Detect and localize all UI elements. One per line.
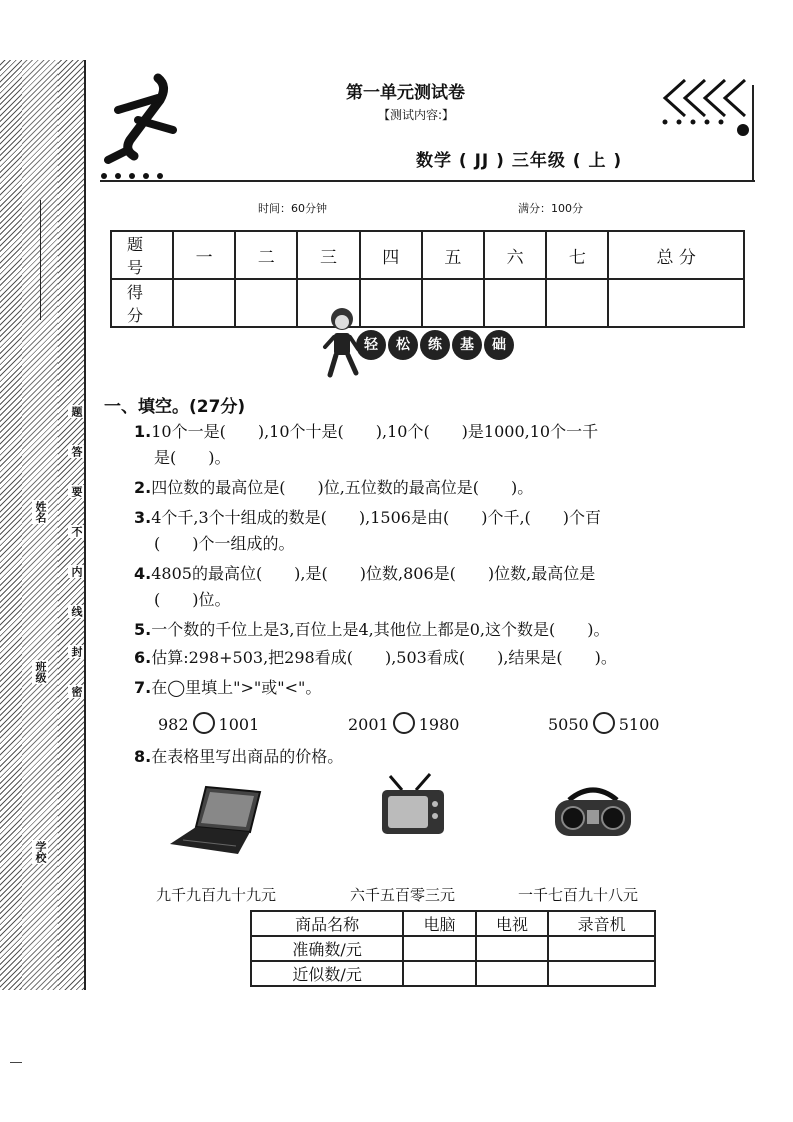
compare-right: 1980 (418, 715, 460, 734)
table-cell: 四 (360, 231, 422, 279)
section-title: 一、填空。(27分) (104, 397, 246, 417)
question-6 (134, 647, 617, 669)
question-text: 在表格里写出商品的价格。 (151, 747, 344, 766)
row-header: 得 分 (111, 279, 173, 327)
price-tv: 六千五百零三元 (350, 886, 456, 904)
header-divider (100, 180, 755, 182)
goods-price-table (250, 910, 656, 987)
binding-char: 答 (70, 446, 83, 457)
banner-char: 基 (452, 330, 482, 360)
compare-left: 5050 (548, 715, 589, 734)
subject-title: 数学 ( JJ ) 三年级 ( 上 ) (416, 151, 623, 171)
radio-recorder-icon (553, 784, 633, 839)
laptop-icon (168, 782, 263, 857)
score-input[interactable] (422, 279, 484, 327)
page-mark (10, 1062, 22, 1063)
question-text: 10个一是( ),10个十是( ),10个( )是1000,10个一千 (151, 422, 599, 441)
question-8 (134, 746, 343, 768)
table-header: 电视 (476, 911, 549, 936)
binding-strip (0, 60, 86, 990)
table-row (251, 911, 655, 936)
score-input[interactable] (360, 279, 422, 327)
test-content-label: 【测试内容:】 (378, 108, 455, 122)
banner-char: 练 (420, 330, 450, 360)
score-input[interactable] (235, 279, 297, 327)
banner-char: 轻 (356, 330, 386, 360)
compare-right: 5100 (618, 715, 660, 734)
question-text: 4个千,3个十组成的数是( ),1506是由( )个千,( )个百 (151, 508, 602, 527)
answer-cell[interactable] (403, 961, 476, 986)
question-text: 一个数的千位上是3,百位上是4,其他位上都是0,这个数是( )。 (151, 620, 610, 639)
table-cell: 五 (422, 231, 484, 279)
score-input[interactable] (608, 279, 744, 327)
arrows-decoration-icon (655, 72, 755, 142)
table-row (251, 961, 655, 986)
binding-char: 内 (70, 566, 83, 577)
banner-char: 松 (388, 330, 418, 360)
compare-circle-input[interactable] (393, 712, 415, 734)
price-computer: 九千九百九十九元 (156, 886, 277, 904)
table-row (111, 279, 744, 327)
compare-left: 982 (158, 715, 189, 734)
score-input[interactable] (546, 279, 608, 327)
table-row (251, 936, 655, 961)
name-line (40, 200, 41, 320)
row-header: 准确数/元 (251, 936, 403, 961)
question-number: 3. (134, 508, 152, 527)
table-cell: 总 分 (608, 231, 744, 279)
price-recorder: 一千七百九十八元 (518, 886, 639, 904)
table-cell: 一 (173, 231, 235, 279)
question-1 (134, 421, 598, 443)
question-text: 4805的最高位( ),是( )位数,806是( )位数,最高位是 (151, 564, 596, 583)
compare-left: 2001 (348, 715, 389, 734)
compare-item-3 (548, 712, 659, 734)
question-number: 5. (134, 620, 152, 639)
question-number: 1. (134, 422, 152, 441)
compare-circle-input[interactable] (193, 712, 215, 734)
runner-logo-icon (98, 70, 188, 170)
binding-char: 密 (70, 686, 83, 697)
question-4 (134, 563, 595, 585)
table-header: 电脑 (403, 911, 476, 936)
question-number: 6. (134, 648, 152, 667)
banner-char: 础 (484, 330, 514, 360)
binding-char: 不 (70, 526, 83, 537)
compare-item-1 (158, 712, 259, 734)
score-input[interactable] (484, 279, 546, 327)
row-header: 题 号 (111, 231, 173, 279)
question-5 (134, 619, 610, 641)
table-cell: 二 (235, 231, 297, 279)
table-header: 录音机 (548, 911, 655, 936)
television-icon (378, 772, 448, 842)
question-number: 7. (134, 678, 152, 697)
question-4-cont: ( )位。 (154, 590, 231, 609)
binding-char: 要 (70, 486, 83, 497)
table-header: 商品名称 (251, 911, 403, 936)
answer-cell[interactable] (548, 936, 655, 961)
time-info: 时间：60分钟 (258, 202, 327, 215)
answer-cell[interactable] (476, 936, 549, 961)
question-text: 估算:298+503,把298看成( ),503看成( ),结果是( )。 (151, 648, 617, 667)
compare-item-2 (348, 712, 459, 734)
question-text: 四位数的最高位是( )位,五位数的最高位是( )。 (151, 478, 534, 497)
binding-char: 封 (70, 646, 83, 657)
question-number: 2. (134, 478, 152, 497)
table-row (111, 231, 744, 279)
table-cell: 三 (297, 231, 359, 279)
score-info: 满分：100分 (518, 202, 583, 215)
answer-cell[interactable] (548, 961, 655, 986)
binding-char: 线 (70, 606, 83, 617)
question-number: 4. (134, 564, 152, 583)
compare-right: 1001 (218, 715, 260, 734)
name-label: 姓名 (34, 501, 47, 523)
school-label: 学校 (34, 841, 47, 863)
question-1-cont: 是( )。 (154, 448, 231, 467)
answer-cell[interactable] (476, 961, 549, 986)
header-vertical-divider (752, 85, 754, 181)
question-3 (134, 507, 601, 529)
question-number: 8. (134, 747, 152, 766)
binding-char: 题 (70, 406, 83, 417)
question-2 (134, 477, 533, 499)
section-banner (356, 330, 531, 366)
table-cell: 六 (484, 231, 546, 279)
question-text: 在◯里填上">"或"<"。 (151, 678, 322, 697)
table-cell: 七 (546, 231, 608, 279)
row-header: 近似数/元 (251, 961, 403, 986)
score-table (110, 230, 745, 328)
page-title: 第一单元测试卷 (346, 83, 465, 103)
question-3-cont: ( )个一组成的。 (154, 534, 295, 553)
compare-circle-input[interactable] (593, 712, 615, 734)
score-input[interactable] (173, 279, 235, 327)
answer-cell[interactable] (403, 936, 476, 961)
class-label: 班级 (34, 661, 47, 683)
question-7 (134, 677, 321, 699)
